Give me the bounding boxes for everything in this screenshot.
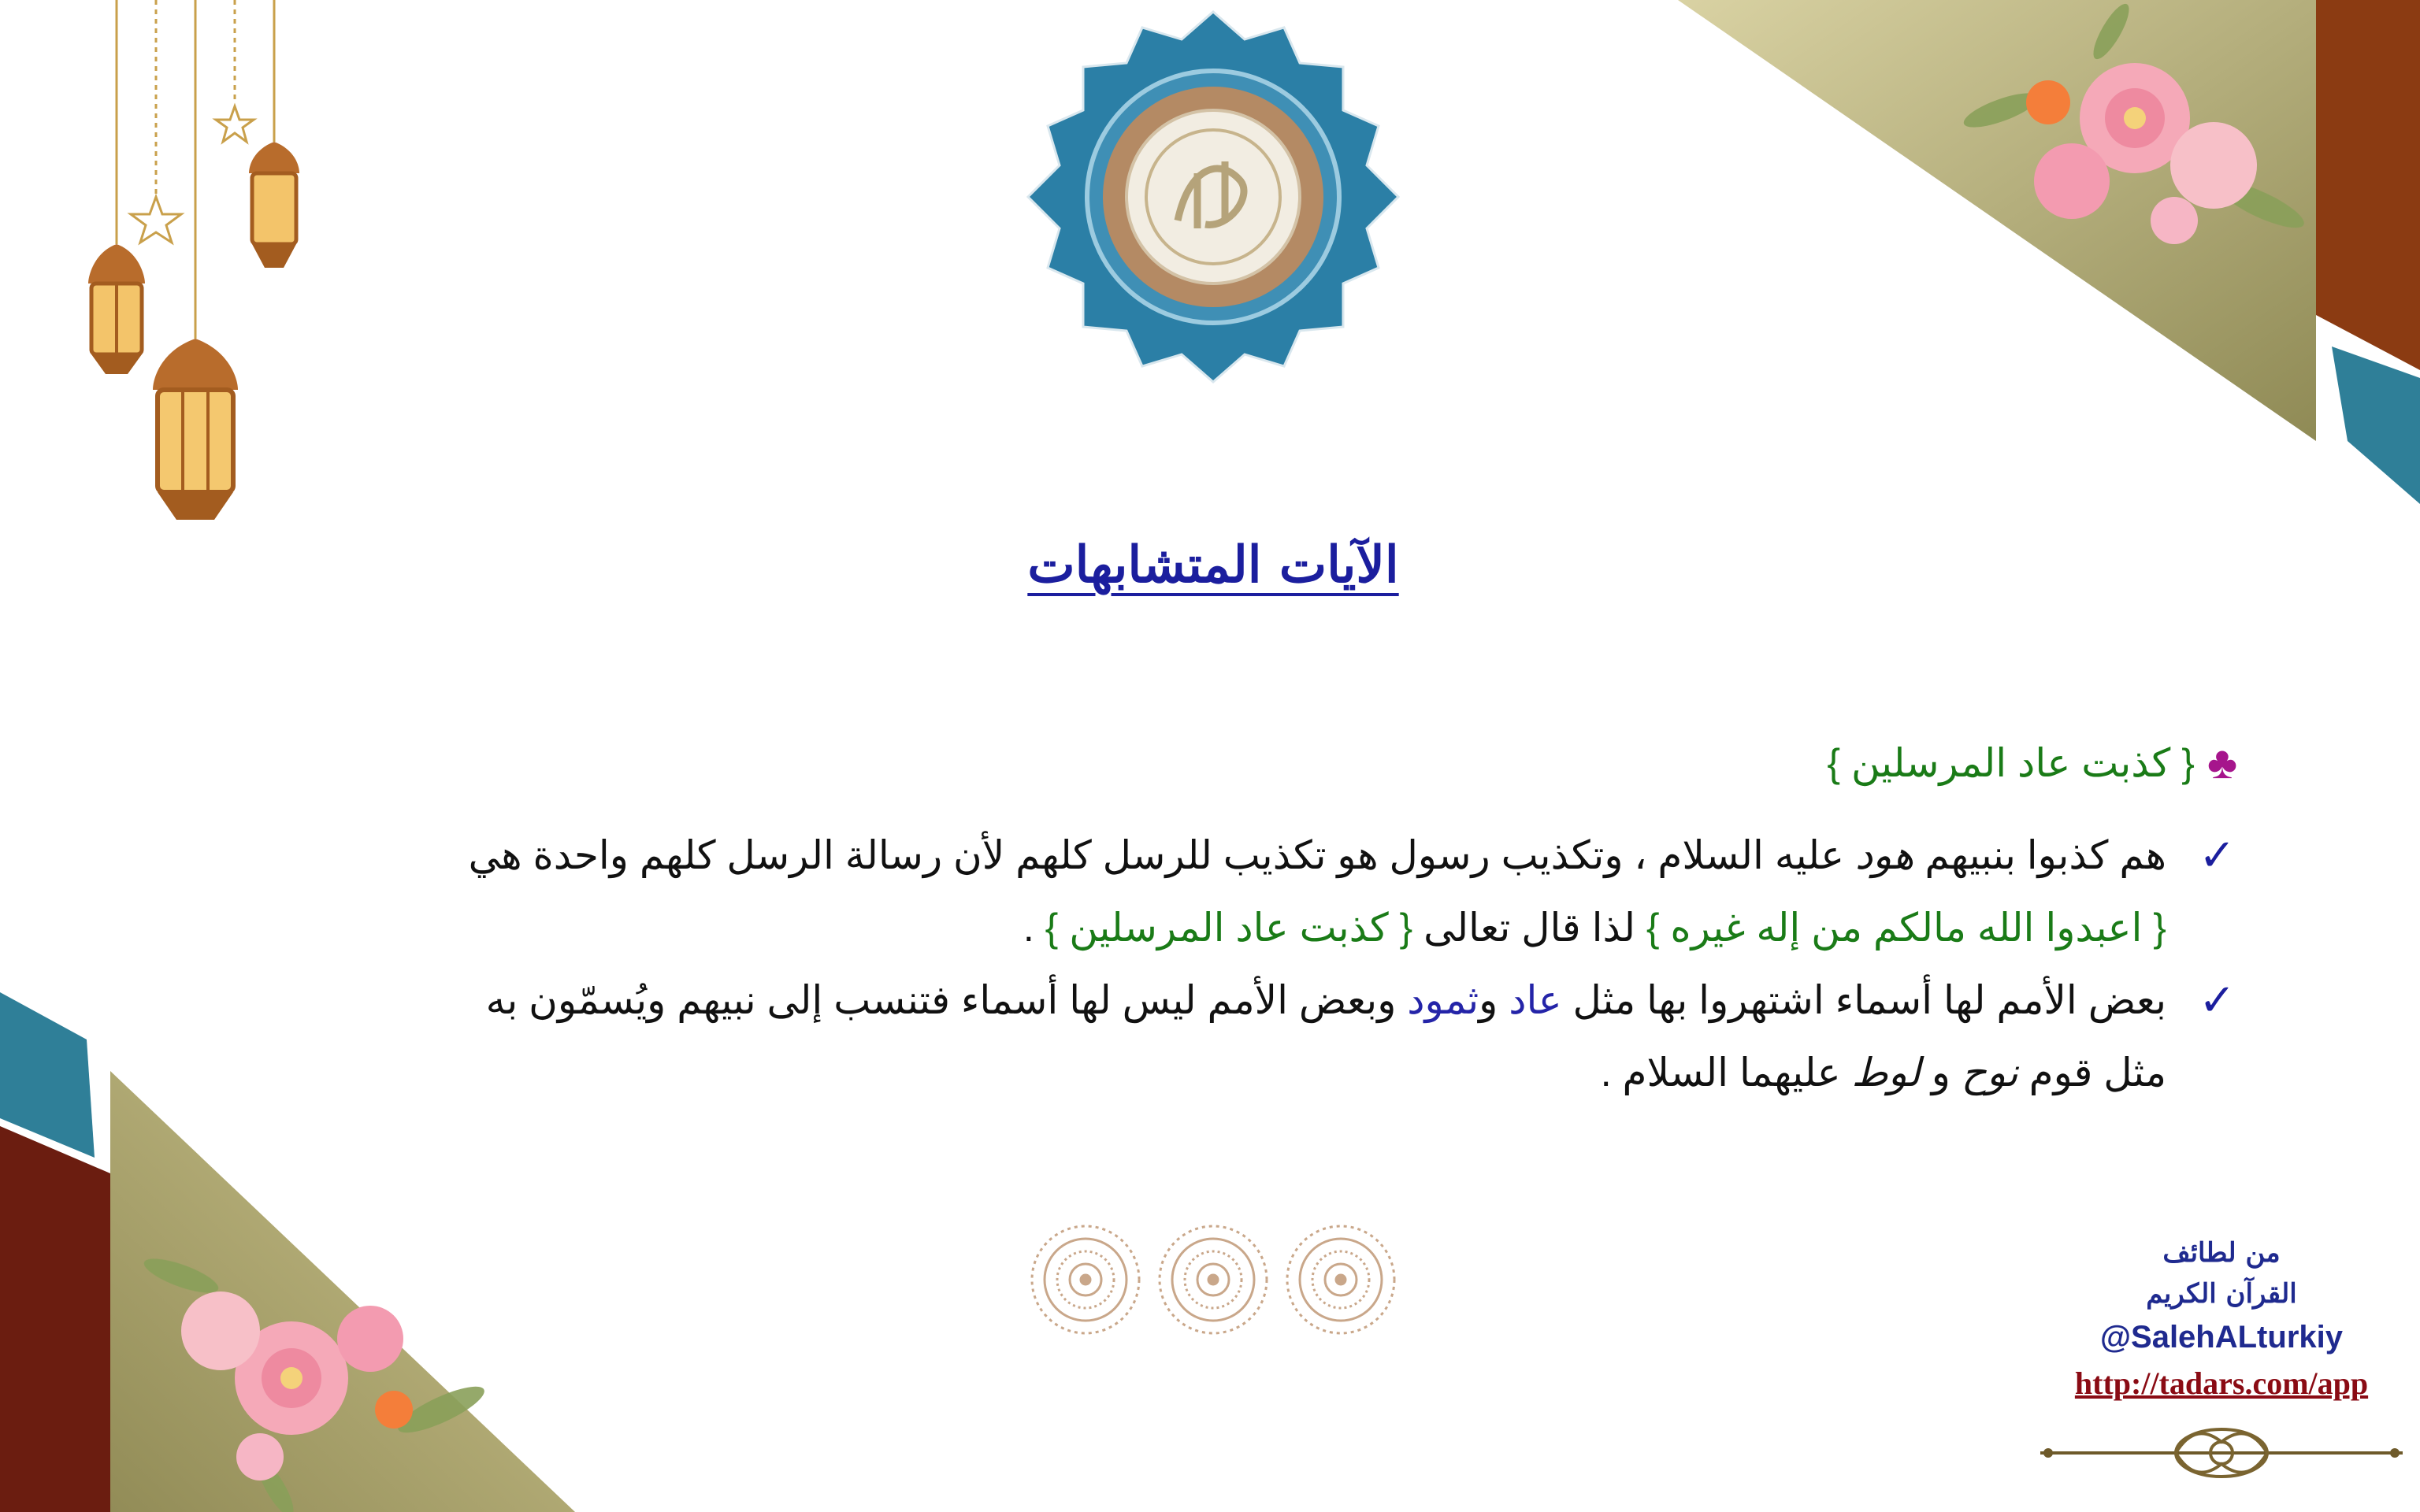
check-icon: ✓ bbox=[2199, 975, 2236, 1025]
flower-bouquet-icon bbox=[1954, 0, 2316, 284]
points-list bbox=[213, 819, 2236, 1109]
page-title: الآيات المتشابهات bbox=[1027, 536, 1399, 595]
credit-block bbox=[2048, 1232, 2395, 1407]
lantern-icon bbox=[88, 244, 145, 374]
mandala-icon bbox=[1032, 1226, 1139, 1333]
point2-prophet-2: لوط bbox=[1851, 1051, 1921, 1095]
star-icon bbox=[131, 106, 254, 243]
lantern-icon bbox=[249, 142, 299, 268]
heading-verse: { كذبت عاد المرسلين } bbox=[1827, 740, 2195, 785]
list-item bbox=[213, 819, 2236, 964]
point1-text-d: . bbox=[1023, 906, 1045, 950]
point2-text-b: و bbox=[1479, 978, 1509, 1022]
point2-text-e: و bbox=[1920, 1051, 1962, 1095]
credit-line-2: القرآن الكريم bbox=[2146, 1278, 2297, 1310]
lantern-icon bbox=[153, 339, 238, 520]
point2-place-1: عاد bbox=[1509, 978, 1562, 1022]
section-heading bbox=[213, 736, 2237, 789]
content-area bbox=[213, 736, 2237, 1109]
check-icon: ✓ bbox=[2199, 830, 2236, 880]
point1-verse-1: { اعبدوا الله مالكم من إله غيره } bbox=[1646, 906, 2166, 950]
point2-text-d: مثل قوم bbox=[2017, 1051, 2166, 1095]
point2-text-c: وبعض الأمم ليس لها أسماء فتنسب إلى نبيهم ويُسمّون به bbox=[485, 978, 1408, 1022]
lanterns-decoration bbox=[71, 0, 402, 536]
list-item bbox=[213, 964, 2236, 1109]
mandala-row bbox=[1016, 1217, 1410, 1343]
credit-url-link[interactable]: http://tadars.com/app bbox=[2074, 1366, 2369, 1401]
point2-place-2: ثمود bbox=[1407, 978, 1479, 1022]
flower-bouquet-icon bbox=[134, 1228, 496, 1512]
divider-ornament-icon bbox=[2040, 1421, 2403, 1484]
point1-text-a: هم كذبوا بنبيهم bbox=[1913, 833, 2166, 877]
quran-medallion-icon bbox=[1024, 8, 1402, 386]
point1-verse-2: { كذبت عاد المرسلين } bbox=[1045, 906, 1413, 950]
point2-text-a: بعض الأمم لها أسماء اشتهروا بها مثل bbox=[1561, 978, 2166, 1022]
point1-prophet-name: هود bbox=[1855, 833, 1914, 877]
club-icon: ♣ bbox=[2207, 737, 2237, 788]
credit-handle: @SalehALturkiy bbox=[2100, 1320, 2343, 1354]
mandala-icon bbox=[1160, 1226, 1267, 1333]
credit-line-1: من لطائف bbox=[2162, 1237, 2281, 1269]
point2-prophet-1: نوح bbox=[1961, 1051, 2018, 1095]
point1-text-c: لذا قال تعالى bbox=[1412, 906, 1646, 950]
point1-text-b: عليه السلام ، وتكذيب رسول هو تكذيب للرسل كلهم لأن رسالة الرسل كلهم واحدة هي bbox=[468, 833, 1856, 877]
point2-text-f: عليهما السلام . bbox=[1600, 1051, 1852, 1095]
mandala-icon bbox=[1287, 1226, 1394, 1333]
